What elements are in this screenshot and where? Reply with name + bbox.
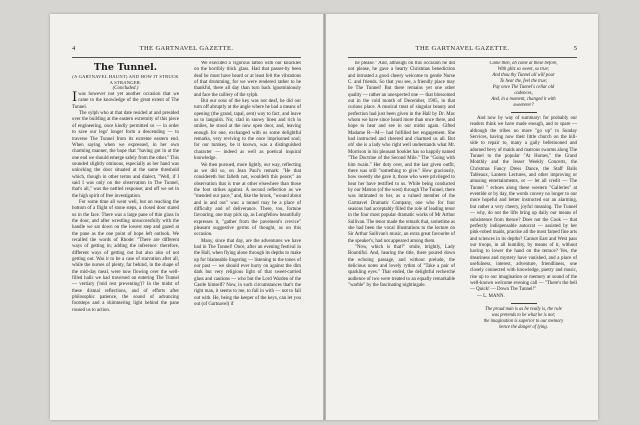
drop-cap: I <box>72 90 78 106</box>
left-running-title: THE GARTNAVEL GAZETTE. <box>139 45 234 52</box>
left-page-number: 4 <box>72 45 76 52</box>
verse-line: was pretends to be what he is not; <box>491 312 556 318</box>
right-running-title: THE GARTNAVEL GAZETTE. <box>415 45 510 52</box>
body-paragraph: For some time all went well, but on reaching the bottom of a flight of stone steps, a closed door stared us in the face. There was a large pane of thin glass in the door, and after wrestling unsuccessfully with the handle we sat down on the lowest step and gazed at the pane as the one point of hope left outlook. We recalled the words of Rhode: "There are different ways of getting in; adding the inference: therefore, different ways of getting out but also also of not getting out. Was it to be a case of starvation after all, while the nurses of plenty, far behind, in the shape of the mid-day meal, were now flowing over the well-filled halls we had traversed on entering The Tunnel — vertiary ('mid rest preventing')? In the midst of these dismal reflections, and of efforts after philosophic patience, the sound of advancing footsteps and a shimmering light behind the pane roused us to action. <box>72 199 179 313</box>
article-subtitle: (A GARTNAVEL HAUNT) AND HOW IT STRUCK A STRANGER. <box>72 74 179 85</box>
left-column-1 <box>72 61 179 409</box>
right-column-1 <box>348 61 455 409</box>
right-page <box>326 14 599 420</box>
drop-cap-rest: was however not yet another occasion that we came to the knowledge of the great extent of The Tunnel. <box>72 92 179 110</box>
magazine-spread <box>50 14 598 420</box>
closing-separator <box>511 303 537 304</box>
verse-line: With glitz so sweet, so true; <box>497 67 550 72</box>
body-paragraph: The sylph who at that date resided at and presided over the building at the eastern extremity of this piece of engineering, once kindly permitted us — in order to save our legs' longer form a descending — to traverse The Tunnel from its extreme eastern end. When saying when we expressed, in her own charming manner, the hope that "having got in at the one end we should emerge safely from the other." This sounded slightly ominous, especially as her hand was unlocking the door situated at the same threshold which, though in other terms and dialect, "Well, if I said I was only on the observation in The Tunnel, that's all," was the nettled response; and off we set in the high spirit of free investigation. <box>72 111 179 199</box>
verse-line: hence the danger of lying. <box>499 324 548 330</box>
verse-line: To hear the, feel the true; <box>499 79 548 84</box>
verse-line: cadences, <box>514 91 533 96</box>
right-column-2 <box>470 61 577 409</box>
verse-line: The proud man is as he really is, the rule <box>485 306 562 312</box>
body-paragraph: And now by way of summary: for probably our readers think we have made enough, and to spare — although the tribes no more "go up" to Sunday Services, having now their little church on the hill-side to repair to, many a gaily befestooned and adorned bevy of maids and matrons swarms along The Tunnel to the popular "At Homes," the Grand Monthly and the lesser Weekly Concerts, the Christmas Fancy Dress Dance, the Staff Balls Tableaux, Lantern Lectures, and other improving or amusing entertainments, or — let all credit — The Tunnel " echoes along these western "Galleries" at eventide or by day, the words convey no longer to our more hopeful and better instructed ear an alarming, but rather a very cheery, joyful meaning. The Tunnel — why, do not the lifts bring up daily our means of subsistence from thence? Does not the Cook — that perfectly indispensable autocrat — assisted by her pink-robed maids, practise all the most famed fine arts and sciences in its depths? Cannot East and West pass our troops, in all humility, by means of it, without having to lower the hand on the terrace? Yes, the dreariness and mystery have vanished, and a place of usefulness, interest, adventure, friendliness, one closely connected with knowledge, poetry and music, rise up to our imagination or memory at sound of the well-known welcome evening call — "There's the bell — Quick! — Down The Tunnel!" <box>470 116 577 293</box>
verse-separator <box>511 112 537 113</box>
left-page <box>50 14 323 420</box>
left-page-header <box>72 43 301 55</box>
right-page-number: 5 <box>573 45 577 52</box>
verse-line: sweeterer? <box>513 103 534 108</box>
left-header-rule <box>72 57 301 58</box>
left-column-2 <box>194 61 301 409</box>
body-paragraph: — L. MANN. <box>477 293 505 299</box>
body-paragraph <box>72 92 179 111</box>
verse-line: And, in a moment, changed it with <box>491 97 556 102</box>
body-paragraph: But our sons of the key was not deaf, he did our turn off abruptly at the angle where he had a means of opening (the grand, tapal, sent) way to fact, and leave us to languish. No; clad in snowy linen and rich in smiles, he stood at the now open door, and, leaving enough for one, exchanged with us some delightful remarks, very reviving to the once imprisoned soul; for our turnkey, be it known, was a distinguished character — indeed as well as poetical inquiral knowledge. <box>194 99 301 162</box>
body-paragraph: We then pursued, more lightly, our way, reflecting as we did so, on Jean Paul's remark: "He that considereth but falleth not, wouldeth this peace;" an observation that is true at other elsewhere than those the foot strikes against. A second reflection as we "mended our pace," and, like the brook, "wound about and in and out" was: a tunnel may be a place of difficulty and of deliverance. There, too, fortune favouring, one may pick up, as Longfellow beautifully expresses it, "gather from the pavement's crevice" pleasant suggestive germs of thought, as on this occasion. <box>194 162 301 238</box>
continued-note: (Concluded.) <box>112 85 139 91</box>
body-paragraph: We executed a vigorous tattoo with our knuckles on the horribly thick glass. Had that passer-by been deaf he must have heard or at least felt the vibrations of that drumming, for we were rendered rather to be thankful, there all day than turn back ignominiously and face the raillery of the sylph. <box>194 61 301 98</box>
article-title: The Tunnel. <box>93 62 158 73</box>
verse-line: Come then, oh come at these before, <box>489 61 558 66</box>
verse-line: Pay once The Tunnel's cellar old <box>492 85 555 90</box>
right-page-header <box>348 43 577 55</box>
verse-block <box>470 61 577 109</box>
body-paragraph: "Now, which is that?" smile, brightly, Lady Bountiful. And, hearing the title, there poured down the echoing passage, and without prelude, the delicious notes and lovely rythm of "Take a pair of sparkling eyes." That ended, the delightful recherché audience of two were treated to an equally remarkable "warble" by the fascinating nightingale. <box>348 244 455 289</box>
body-paragraph: he please." And, although on this occasion he did not please, he gave a hearty Christmas benediction and intrusted a good cheery welcome to gentle Nurse C. and friends. So that you see, a friendly place may be The Tunnel! But there remains yet one other quality — rather an unexpected one — that blossomed out in the cold month of December, 1905, in that curious place. A musical treat of singular beauty and perfection had just been given in the Hall by Dr. Mac whom we have since heard more than once there, and hope to hear and see in our midst again. Gifted Madame R—M— had fulfilled her engagement. She had instructed and cheered and charmed us all. But oh! she is a lady who right well understands what Mr. Morrison in his pleasant booklet has so happily named "The Doctrine of the Second Mile." The "Going with him twain." Her duty over, and the last given outfit, there was still "something to give." How graciously, how sweetly she gave it, those who were privileged to hear her have testified to us. While being conducted by our Matron (of the west) through The Tunnel, there was intimated to her, as a valued member of the Gartnavel Dramatic Company, one who for four seasons had acceptably filled the role of leading tenor in the four most popular dramatic works of Mr Arthur Sullivan. The tenor made the remark that, sometime as she had been the vocal illustrations to the lecture on Sir Arthur Sullivan's music, an extra great favourite of the speaker's, had not appeared among them. <box>348 61 455 244</box>
closing-quote <box>470 307 577 331</box>
body-paragraph: Many, since that day, are the adventures we have had in The Tunnel! Once, after an evening festival in the Hall, when flying alone through its depths to make up for blameable lingering — listening to the tones of our past — we should ever hurry on against the dim dark but very religious light of that sweet-carried glass and cautions — who but the Lord Warden of the Castle himself? Now, in such circumstances that's the right man, it seems to me, to fall in with — not to fall out with. He, being the keeper of the keys, can let you out (of Gartnavel) if <box>194 238 301 308</box>
verse-line: the imagination is superior to our memory <box>483 318 564 324</box>
verse-line: And thou thy Tunnel all will pour <box>492 73 555 78</box>
right-header-rule <box>348 57 577 58</box>
